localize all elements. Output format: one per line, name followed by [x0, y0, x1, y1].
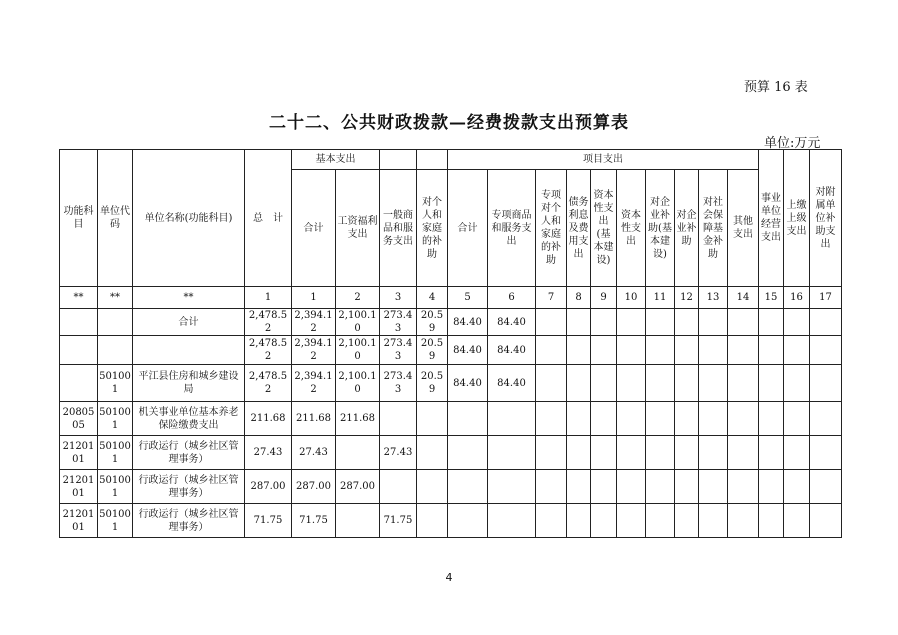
personal-cell: [417, 402, 448, 436]
project-subtotal-cell: 84.40: [448, 365, 488, 402]
empty-cell: [728, 402, 759, 436]
goods-cell: 273.43: [380, 309, 417, 336]
index-cell: 6: [488, 287, 536, 309]
func-code-cell: [60, 365, 98, 402]
empty-cell: [675, 309, 699, 336]
func-code-cell: 2120101: [60, 436, 98, 470]
table-body: [60, 309, 842, 538]
total-cell: 2,478.52: [245, 309, 292, 336]
func-code-cell: 2120101: [60, 504, 98, 538]
index-cell: 14: [728, 287, 759, 309]
unit-label: 单位:万元: [764, 136, 821, 151]
header-capital-base: 资本性支出(基本建设): [591, 170, 617, 287]
empty-cell: [646, 470, 675, 504]
empty-cell: [591, 504, 617, 538]
personal-cell: [417, 470, 448, 504]
salary-cell: [336, 504, 380, 538]
empty-cell: [784, 402, 810, 436]
unit-name-cell: 平江县住房和城乡建设局: [133, 365, 245, 402]
empty-cell: [567, 309, 591, 336]
header-basic: 基本支出: [292, 150, 380, 170]
empty-cell: [699, 470, 728, 504]
unit-code-cell: 501001: [98, 470, 133, 504]
empty-cell: [759, 504, 784, 538]
empty-cell: [784, 436, 810, 470]
empty-cell: [591, 336, 617, 365]
header-salary: 工资福利支出: [336, 170, 380, 287]
empty-cell: [536, 402, 567, 436]
salary-cell: 2,100.10: [336, 336, 380, 365]
empty-cell: [675, 336, 699, 365]
project-goods-cell: [488, 402, 536, 436]
project-goods-cell: 84.40: [488, 336, 536, 365]
empty-cell: [567, 365, 591, 402]
empty-cell: [784, 470, 810, 504]
header-enterprise-base: 对企业补助(基本建设): [646, 170, 675, 287]
header-business: 事业单位经营支出: [759, 150, 784, 287]
project-goods-cell: 84.40: [488, 365, 536, 402]
index-cell: 17: [810, 287, 842, 309]
empty-cell: [591, 470, 617, 504]
header-goods: 一般商品和服务支出: [380, 170, 417, 287]
empty-cell: [759, 336, 784, 365]
header-project-subtotal: 合计: [448, 170, 488, 287]
table-row: [60, 336, 842, 365]
empty-cell: [567, 436, 591, 470]
empty-cell: [567, 470, 591, 504]
func-code-cell: [60, 309, 98, 336]
header-project-personal: 专项对个人和家庭的补助: [536, 170, 567, 287]
empty-cell: [810, 365, 842, 402]
empty-cell: [699, 309, 728, 336]
empty-cell: [728, 504, 759, 538]
total-cell: 211.68: [245, 402, 292, 436]
header-other: 其他支出: [728, 170, 759, 287]
header-project-goods: 专项商品和服务支出: [488, 170, 536, 287]
header-enterprise: 对企业补助: [675, 170, 699, 287]
project-goods-cell: 84.40: [488, 309, 536, 336]
unit-name-cell: 行政运行（城乡社区管理事务）: [133, 470, 245, 504]
total-cell: 27.43: [245, 436, 292, 470]
index-row: [60, 287, 842, 309]
budget-table: [59, 149, 842, 538]
empty-cell: [617, 365, 646, 402]
table-row: [60, 309, 842, 336]
header-unit-code: 单位代码: [98, 150, 133, 287]
index-cell: **: [60, 287, 98, 309]
empty-cell: [759, 309, 784, 336]
empty-cell: [728, 470, 759, 504]
header-row-1: [60, 150, 842, 170]
unit-name-cell: 合计: [133, 309, 245, 336]
empty-cell: [591, 309, 617, 336]
project-subtotal-cell: [448, 402, 488, 436]
index-cell: 7: [536, 287, 567, 309]
header-total: 总 计: [245, 150, 292, 287]
index-cell: 13: [699, 287, 728, 309]
empty-cell: [646, 436, 675, 470]
salary-cell: 211.68: [336, 402, 380, 436]
empty-cell: [759, 470, 784, 504]
empty-cell: [759, 365, 784, 402]
goods-cell: 273.43: [380, 365, 417, 402]
header-personal: 对个人和家庭的补助: [417, 170, 448, 287]
empty-cell: [784, 336, 810, 365]
header-basic-subtotal: 合计: [292, 170, 336, 287]
header-unit-name: 单位名称(功能科目): [133, 150, 245, 287]
empty-cell: [699, 436, 728, 470]
empty-cell: [810, 504, 842, 538]
table-row: [60, 470, 842, 504]
empty-cell: [536, 336, 567, 365]
basic-subtotal-cell: 287.00: [292, 470, 336, 504]
empty-cell: [536, 309, 567, 336]
index-cell: 4: [417, 287, 448, 309]
project-subtotal-cell: [448, 504, 488, 538]
unit-code-cell: 501001: [98, 504, 133, 538]
empty-cell: [675, 504, 699, 538]
empty-cell: [675, 365, 699, 402]
header-affiliated: 对附属单位补助支出: [810, 150, 842, 287]
empty-cell: [699, 365, 728, 402]
table-row: [60, 504, 842, 538]
project-goods-cell: [488, 470, 536, 504]
empty-cell: [591, 365, 617, 402]
salary-cell: 2,100.10: [336, 309, 380, 336]
basic-subtotal-cell: 211.68: [292, 402, 336, 436]
empty-cell: [759, 402, 784, 436]
unit-code-cell: [98, 336, 133, 365]
unit-name-cell: [133, 336, 245, 365]
empty-cell: [810, 436, 842, 470]
empty-cell: [567, 402, 591, 436]
empty-cell: [646, 504, 675, 538]
index-cell: 16: [784, 287, 810, 309]
header-debt: 债务利息及费用支出: [567, 170, 591, 287]
unit-name-cell: 行政运行（城乡社区管理事务）: [133, 436, 245, 470]
empty-cell: [536, 365, 567, 402]
personal-cell: 20.59: [417, 365, 448, 402]
func-code-cell: 2120101: [60, 470, 98, 504]
empty-cell: [675, 470, 699, 504]
func-code-cell: 2080505: [60, 402, 98, 436]
header-blank: [380, 150, 417, 170]
empty-cell: [536, 436, 567, 470]
project-goods-cell: [488, 504, 536, 538]
project-goods-cell: [488, 436, 536, 470]
goods-cell: 27.43: [380, 436, 417, 470]
unit-code-cell: 501001: [98, 365, 133, 402]
empty-cell: [728, 365, 759, 402]
index-cell: 1: [245, 287, 292, 309]
empty-cell: [759, 436, 784, 470]
basic-subtotal-cell: 71.75: [292, 504, 336, 538]
empty-cell: [617, 504, 646, 538]
total-cell: 2,478.52: [245, 365, 292, 402]
empty-cell: [699, 402, 728, 436]
project-subtotal-cell: [448, 436, 488, 470]
empty-cell: [646, 309, 675, 336]
total-cell: 2,478.52: [245, 336, 292, 365]
index-cell: 3: [380, 287, 417, 309]
index-cell: 15: [759, 287, 784, 309]
empty-cell: [699, 504, 728, 538]
goods-cell: [380, 402, 417, 436]
empty-cell: [784, 365, 810, 402]
basic-subtotal-cell: 2,394.12: [292, 365, 336, 402]
empty-cell: [617, 336, 646, 365]
empty-cell: [536, 470, 567, 504]
index-cell: 11: [646, 287, 675, 309]
table-row: [60, 436, 842, 470]
empty-cell: [675, 436, 699, 470]
salary-cell: 287.00: [336, 470, 380, 504]
personal-cell: [417, 504, 448, 538]
empty-cell: [617, 436, 646, 470]
basic-subtotal-cell: 27.43: [292, 436, 336, 470]
empty-cell: [646, 402, 675, 436]
func-code-cell: [60, 336, 98, 365]
header-project: 项目支出: [448, 150, 759, 170]
goods-cell: 71.75: [380, 504, 417, 538]
project-subtotal-cell: 84.40: [448, 336, 488, 365]
total-cell: 287.00: [245, 470, 292, 504]
empty-cell: [810, 470, 842, 504]
header-social: 对社会保障基金补助: [699, 170, 728, 287]
table-row: [60, 402, 842, 436]
index-cell: 10: [617, 287, 646, 309]
empty-cell: [617, 309, 646, 336]
header-capital: 资本性支出: [617, 170, 646, 287]
page-title: 二十二、公共财政拨款—经费拨款支出预算表: [269, 113, 629, 133]
index-cell: 1: [292, 287, 336, 309]
unit-name-cell: 机关事业单位基本养老保险缴费支出: [133, 402, 245, 436]
index-cell: 5: [448, 287, 488, 309]
salary-cell: [336, 436, 380, 470]
empty-cell: [617, 470, 646, 504]
goods-cell: [380, 470, 417, 504]
index-cell: 12: [675, 287, 699, 309]
header-func-code: 功能科目: [60, 150, 98, 287]
table-row: [60, 365, 842, 402]
unit-code-cell: [98, 309, 133, 336]
unit-code-cell: 501001: [98, 402, 133, 436]
header-upper: 上缴上级支出: [784, 150, 810, 287]
empty-cell: [536, 504, 567, 538]
empty-cell: [810, 309, 842, 336]
empty-cell: [810, 402, 842, 436]
index-cell: 2: [336, 287, 380, 309]
project-subtotal-cell: 84.40: [448, 309, 488, 336]
total-cell: 71.75: [245, 504, 292, 538]
empty-cell: [567, 504, 591, 538]
header-blank: [417, 150, 448, 170]
empty-cell: [675, 402, 699, 436]
index-cell: 8: [567, 287, 591, 309]
empty-cell: [591, 402, 617, 436]
unit-code-cell: 501001: [98, 436, 133, 470]
empty-cell: [784, 309, 810, 336]
table-label: 预算 16 表: [744, 80, 808, 95]
empty-cell: [699, 336, 728, 365]
empty-cell: [617, 402, 646, 436]
goods-cell: 273.43: [380, 336, 417, 365]
basic-subtotal-cell: 2,394.12: [292, 309, 336, 336]
empty-cell: [646, 365, 675, 402]
empty-cell: [728, 309, 759, 336]
index-cell: **: [98, 287, 133, 309]
unit-name-cell: 行政运行（城乡社区管理事务）: [133, 504, 245, 538]
salary-cell: 2,100.10: [336, 365, 380, 402]
empty-cell: [567, 336, 591, 365]
empty-cell: [728, 336, 759, 365]
basic-subtotal-cell: 2,394.12: [292, 336, 336, 365]
empty-cell: [591, 436, 617, 470]
empty-cell: [646, 336, 675, 365]
personal-cell: [417, 436, 448, 470]
empty-cell: [810, 336, 842, 365]
empty-cell: [784, 504, 810, 538]
empty-cell: [728, 436, 759, 470]
personal-cell: 20.59: [417, 309, 448, 336]
page-number: 4: [445, 571, 453, 584]
personal-cell: 20.59: [417, 336, 448, 365]
index-cell: 9: [591, 287, 617, 309]
index-cell: **: [133, 287, 245, 309]
project-subtotal-cell: [448, 470, 488, 504]
